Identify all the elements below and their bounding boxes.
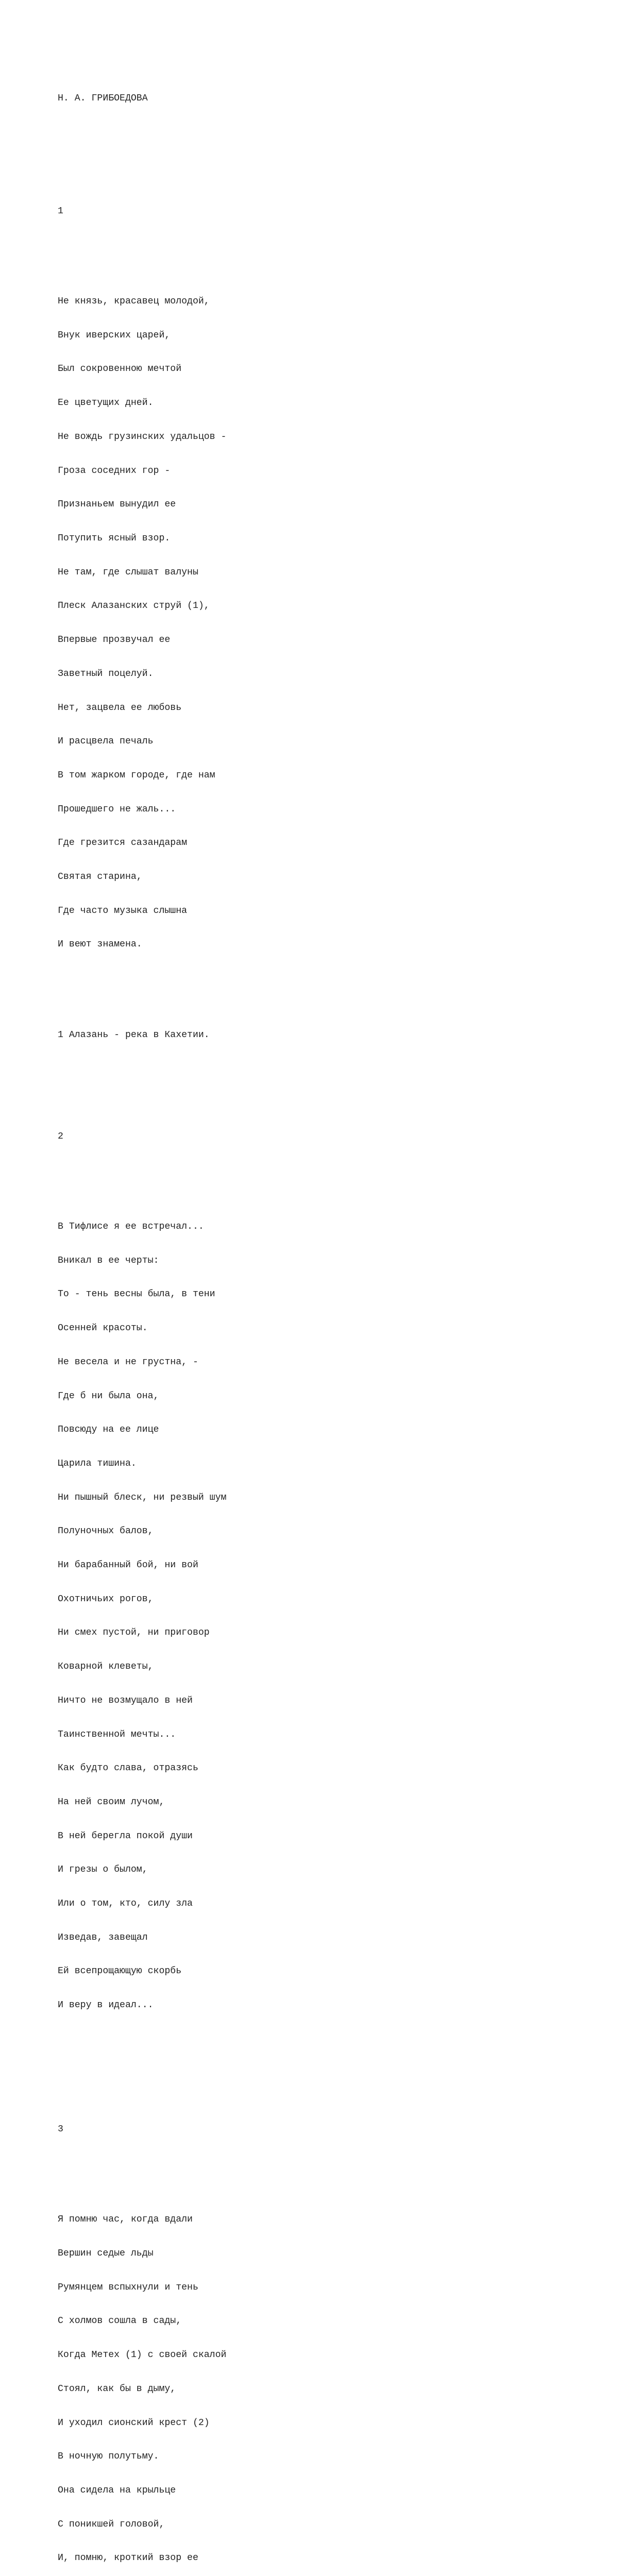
verse-line: С поникшей головой,: [58, 2519, 165, 2530]
stanza: [58, 2192, 578, 2576]
blank-line: [58, 127, 578, 139]
section-number: 2: [58, 1131, 63, 1142]
verse-line: На ней своим лучом,: [58, 1797, 165, 1807]
verse-line: Она сидела на крыльце: [58, 2485, 176, 2496]
blank-line: [58, 996, 578, 1007]
verse-line: Как будто слава, отразясь: [58, 1763, 198, 1774]
verse-line: И уходил сионский крест (2): [58, 2417, 210, 2428]
verse-line: Вникал в ее черты:: [58, 1255, 159, 1266]
verse-line: Впервые прозвучал ее: [58, 635, 171, 646]
verse-line: Гроза соседних гор -: [58, 465, 171, 476]
verse-line: Где часто музыка слышна: [58, 905, 188, 916]
verse-line: В ночную полутьму.: [58, 2451, 159, 2462]
verse-line: Потупить ясный взор.: [58, 533, 171, 544]
verse-line: Осенней красоты.: [58, 1323, 148, 1334]
verse-line: И веют знамена.: [58, 939, 142, 950]
verse-line: Не князь, красавец молодой,: [58, 296, 210, 307]
verse-line: Вершин седые льды: [58, 2248, 154, 2259]
verse-line: И грезы о былом,: [58, 1865, 148, 1875]
verse-line: Нет, зацвела ее любовь: [58, 702, 182, 713]
verse-line: Или о том, кто, силу зла: [58, 1899, 193, 1909]
verse-line: Коварной клеветы,: [58, 1662, 154, 1672]
verse-line: Ни барабанный бой, ни вой: [58, 1560, 198, 1571]
stanza: [58, 274, 578, 973]
verse-line: Охотничьих рогов,: [58, 1594, 154, 1604]
verse-line: Внук иверских царей,: [58, 330, 171, 341]
verse-line: Где грезится сазандарам: [58, 838, 188, 849]
verse-line: Ей всепрощающую скорбь: [58, 1966, 182, 1977]
verse-line: И расцвела печаль: [58, 736, 154, 747]
verse-line: Царила тишина.: [58, 1458, 137, 1469]
section-number: 1: [58, 206, 63, 216]
verse-line: Признаньем вынудил ее: [58, 499, 176, 510]
section-2: [58, 1109, 578, 2057]
verse-line: Прошедшего не жаль...: [58, 804, 176, 815]
section-3: [58, 2102, 578, 2576]
verse-line: Плеск Алазанских струй (1),: [58, 601, 210, 612]
verse-line: Стоял, как бы в дыму,: [58, 2383, 176, 2394]
verse-line: Святая старина,: [58, 872, 142, 883]
verse-line: Ни пышный блеск, ни резвый шум: [58, 1492, 227, 1503]
footnote: 1 Алазань - река в Кахетии.: [58, 1029, 210, 1040]
verse-line: Румянцем вспыхнули и тень: [58, 2282, 198, 2293]
verse-line: Повсюду на ее лице: [58, 1425, 159, 1435]
blank-line: [58, 1165, 578, 1176]
verse-line: С холмов сошла в сады,: [58, 2316, 182, 2327]
verse-line: Когда Метех (1) с своей скалой: [58, 2350, 227, 2361]
verse-line: В ней берегла покой души: [58, 1831, 193, 1841]
verse-line: Не весела и не грустна, -: [58, 1357, 198, 1367]
verse-line: Таинственной мечты...: [58, 1729, 176, 1740]
stanza: [58, 1199, 578, 2034]
verse-line: Был сокровенною мечтой: [58, 364, 182, 375]
verse-line: Где б ни была она,: [58, 1391, 159, 1401]
document-title: Н. А. ГРИБОЕДОВА: [58, 93, 148, 104]
verse-line: Не вождь грузинских удальцов -: [58, 431, 227, 442]
section-number: 3: [58, 2124, 63, 2135]
blank-line: [58, 2158, 578, 2170]
verse-line: Ни смех пустой, ни приговор: [58, 1628, 210, 1638]
section-1: [58, 183, 578, 1063]
verse-line: Ничто не возмущало в ней: [58, 1695, 193, 1706]
verse-line: Полуночных балов,: [58, 1526, 154, 1537]
verse-line: И, помню, кроткий взор ее: [58, 2553, 198, 2564]
verse-line: В том жарком городе, где нам: [58, 770, 215, 781]
verse-line: Не там, где слышат валуны: [58, 567, 198, 578]
verse-line: Ее цветущих дней.: [58, 398, 154, 409]
document-page: [58, 71, 578, 2576]
verse-line: То - тень весны была, в тени: [58, 1289, 215, 1300]
verse-line: И веру в идеал...: [58, 2000, 154, 2011]
blank-line: [58, 240, 578, 251]
verse-line: В Тифлисе я ее встречал...: [58, 1222, 204, 1232]
verse-line: Изведав, завещал: [58, 1932, 148, 1943]
verse-line: Заветный поцелуй.: [58, 668, 154, 679]
verse-line: Я помню час, когда вдали: [58, 2214, 193, 2225]
